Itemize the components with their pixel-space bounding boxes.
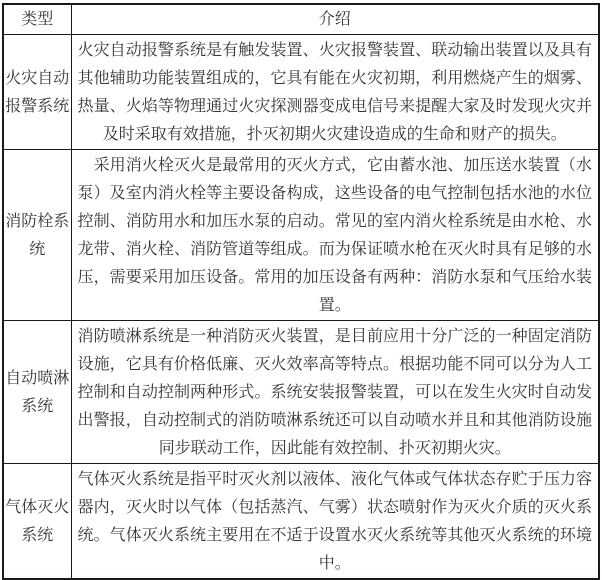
table-row: [3, 149, 599, 320]
row-type-cell: 消防栓系统: [3, 149, 71, 320]
table-header-row: [3, 4, 599, 34]
row-desc-cell: 气体灭火系统是指平时灭火剂以液体、液化气体或气体状态存贮于压力容器内，灭火时以气体（包括蒸汽、气雾）状态喷射作为灭火介质的灭火系统。气体灭火系统主要用在不适于设置水灭火系统等其他灭火系统的环境中。: [71, 463, 599, 579]
table-row: [3, 463, 599, 579]
row-desc-cell: 消防喷淋系统是一种消防灭火装置，是目前应用十分广泛的一种固定消防设施，它具有价格低廉、灭火效率高等特点。根据功能不同可以分为人工控制和自动控制两种形式。系统安装报警装置，可以在发生火灾时自动发出警报，自动控制式的消防喷淋系统还可以自动喷水并且和其他消防设施同步联动工作，因此能有效控制、扑灭初期火灾。: [71, 320, 599, 463]
header-type: 类型: [3, 4, 71, 34]
row-type-cell: 气体灭火系统: [3, 463, 71, 579]
row-desc-cell: 采用消火栓灭火是最常用的灭火方式，它由蓄水池、加压送水装置（水泵）及室内消火栓等主要设备构成，这些设备的电气控制包括水池的水位控制、消防用水和加压水泵的启动。常见的室内消火栓系统是由水枪、水龙带、消火栓、消防管道等组成。而为保证喷水枪在灭火时具有足够的水压，需要采用加压设备。常用的加压设备有两种：消防水泵和气压给水装置。: [71, 149, 599, 320]
fire-systems-table: [2, 3, 600, 580]
table-row: [3, 320, 599, 463]
row-desc-cell: 火灾自动报警系统是有触发装置、火灾报警装置、联动输出装置以及具有其他辅助功能装置组成的，它具有能在火灾初期，利用燃烧产生的烟雾、热量、火焰等物理通过火灾探测器变成电信号来提醒大家及时发现火灾并及时采取有效措施，扑灭初期火灾建设造成的生命和财产的损失。: [71, 34, 599, 149]
row-type-cell: 自动喷淋系统: [3, 320, 71, 463]
header-intro: 介绍: [71, 4, 599, 34]
table-row: [3, 34, 599, 149]
row-type-cell: 火灾自动报警系统: [3, 34, 71, 149]
